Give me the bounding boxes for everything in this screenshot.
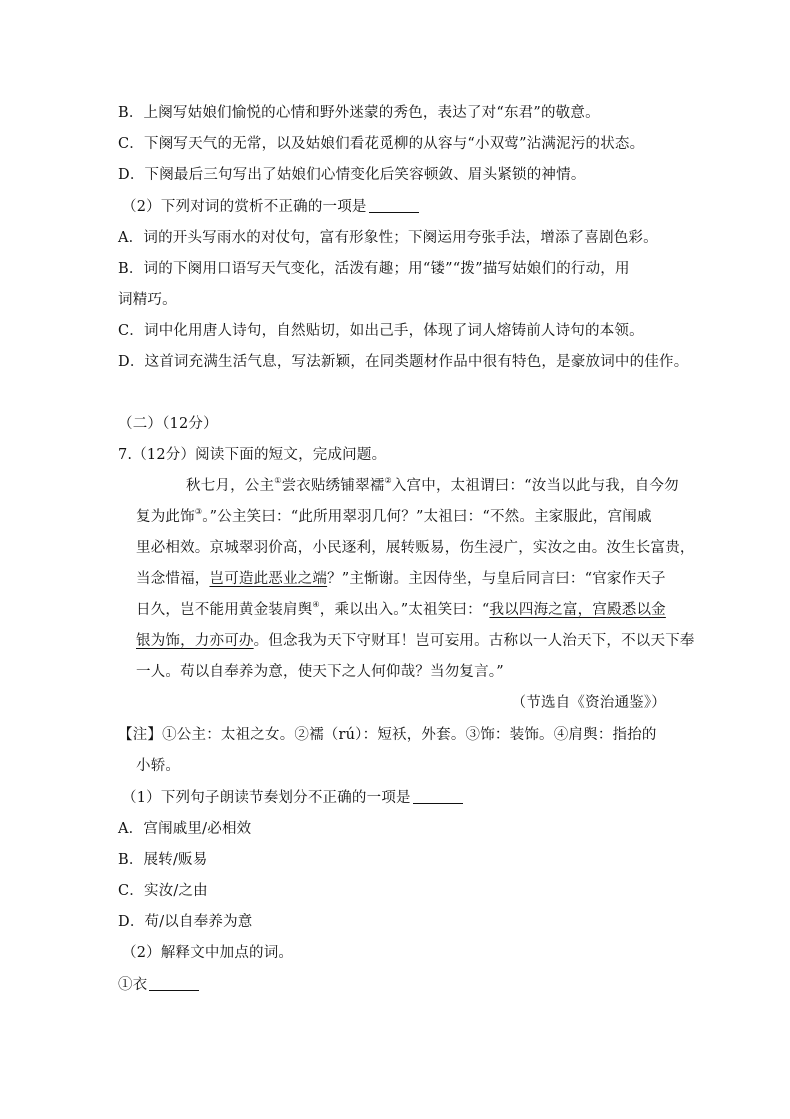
q7-item-1: ①衣: [118, 975, 199, 995]
answer-blank[interactable]: [149, 976, 199, 991]
passage-line: 当念惜福，岂可造此恶业之端？”主惭谢。主因侍坐，与皇后同言曰：“官家作天子: [136, 571, 666, 587]
q6-2-option-d: D．这首词充满生活气息，写法新颖，在同类题材作品中很有特色，是豪放词中的佳作。: [118, 354, 689, 370]
q6-2-option-a: A．词的开头写雨水的对仗句，富有形象性；下阕运用夸张手法，增添了喜剧色彩。: [118, 230, 658, 246]
q7-option-b: B．展转/贩易: [118, 852, 208, 868]
q7-subquestion-1: （1）下列句子朗读节奏划分不正确的一项是: [122, 788, 463, 808]
q6-2-option-c: C．词中化用唐人诗句，自然贴切，如出己手，体现了词人熔铸前人诗句的本领。: [118, 323, 644, 339]
annotation-note-cont: 小轿。: [136, 758, 181, 774]
underlined-sentence: 银为饰，力亦可办: [136, 633, 254, 649]
question-7-stem: 7.（12分）阅读下面的短文，完成问题。: [118, 447, 387, 463]
q7-option-a: A．宫闱戚里/必相效: [118, 821, 252, 837]
q6-subquestion-2: [122, 197, 419, 217]
answer-blank[interactable]: [369, 198, 419, 213]
underlined-sentence: 岂可造此恶业之端: [209, 571, 328, 587]
answer-blank[interactable]: [413, 789, 463, 804]
annotation-note: 【注】①公主：太祖之女。②襦（rú）：短袄，外套。③饰：装饰。④肩舆：指抬的: [118, 727, 657, 743]
section-heading: （二）（12分）: [118, 416, 218, 432]
q6-option-d: D．下阕最后三句写出了姑娘们心情变化后笑容顿敛、眉头紧锁的神情。: [118, 167, 586, 183]
passage-line: 秋七月，公主①尝衣贴绣铺翠襦②入宫中，太祖谓曰：“汝当以此与我，自今勿: [186, 476, 679, 494]
q6-option-c: C．下阕写天气的无常，以及姑娘们看花觅柳的从容与“小双莺”沾满泥污的状态。: [118, 136, 645, 152]
q6-option-b: B．上阕写姑娘们愉悦的心情和野外迷蒙的秀色，表达了对“东君”的敬意。: [118, 105, 600, 121]
passage-line: 里必相效。京城翠羽价高，小民逐利，展转贩易，伤生浸广，实汝之由。汝生长富贵，: [136, 540, 695, 556]
passage-line: 银为饰，力亦可办。但念我为天下守财耳！岂可妄用。古称以一人治天下，不以天下奉: [136, 633, 695, 649]
passage-line: 日久，岂不能用黄金装肩舆④，乘以出入。”太祖笑曰：“我以四海之富，宫殿悉以金: [136, 600, 666, 618]
q6-2-option-b: B．词的下阕用口语写天气变化，活泼有趣；用“镂”“拨”描写姑娘们的行动，用: [118, 261, 630, 277]
q6-2-option-b-cont: 词精巧。: [118, 292, 177, 308]
q7-subquestion-2: （2）解释文中加点的词。: [122, 945, 294, 961]
q6-subquestion-2-text: （2）下列对词的赏析不正确的一项是: [122, 199, 367, 215]
underlined-sentence: 我以四海之富，宫殿悉以金: [489, 602, 666, 618]
passage-line: 复为此饰③。”公主笑曰：“此所用翠羽几何？”太祖曰：“不然。主家服此，宫闱戚: [136, 507, 652, 525]
passage-line: 一人。苟以自奉养为意，使天下之人何仰哉？当勿复言。”: [136, 664, 504, 680]
q7-option-c: C．实汝/之由: [118, 883, 208, 899]
q7-option-d: D．苟/以自奉养为意: [118, 914, 253, 930]
passage-source: （节选自《资治通鉴》）: [511, 695, 666, 711]
